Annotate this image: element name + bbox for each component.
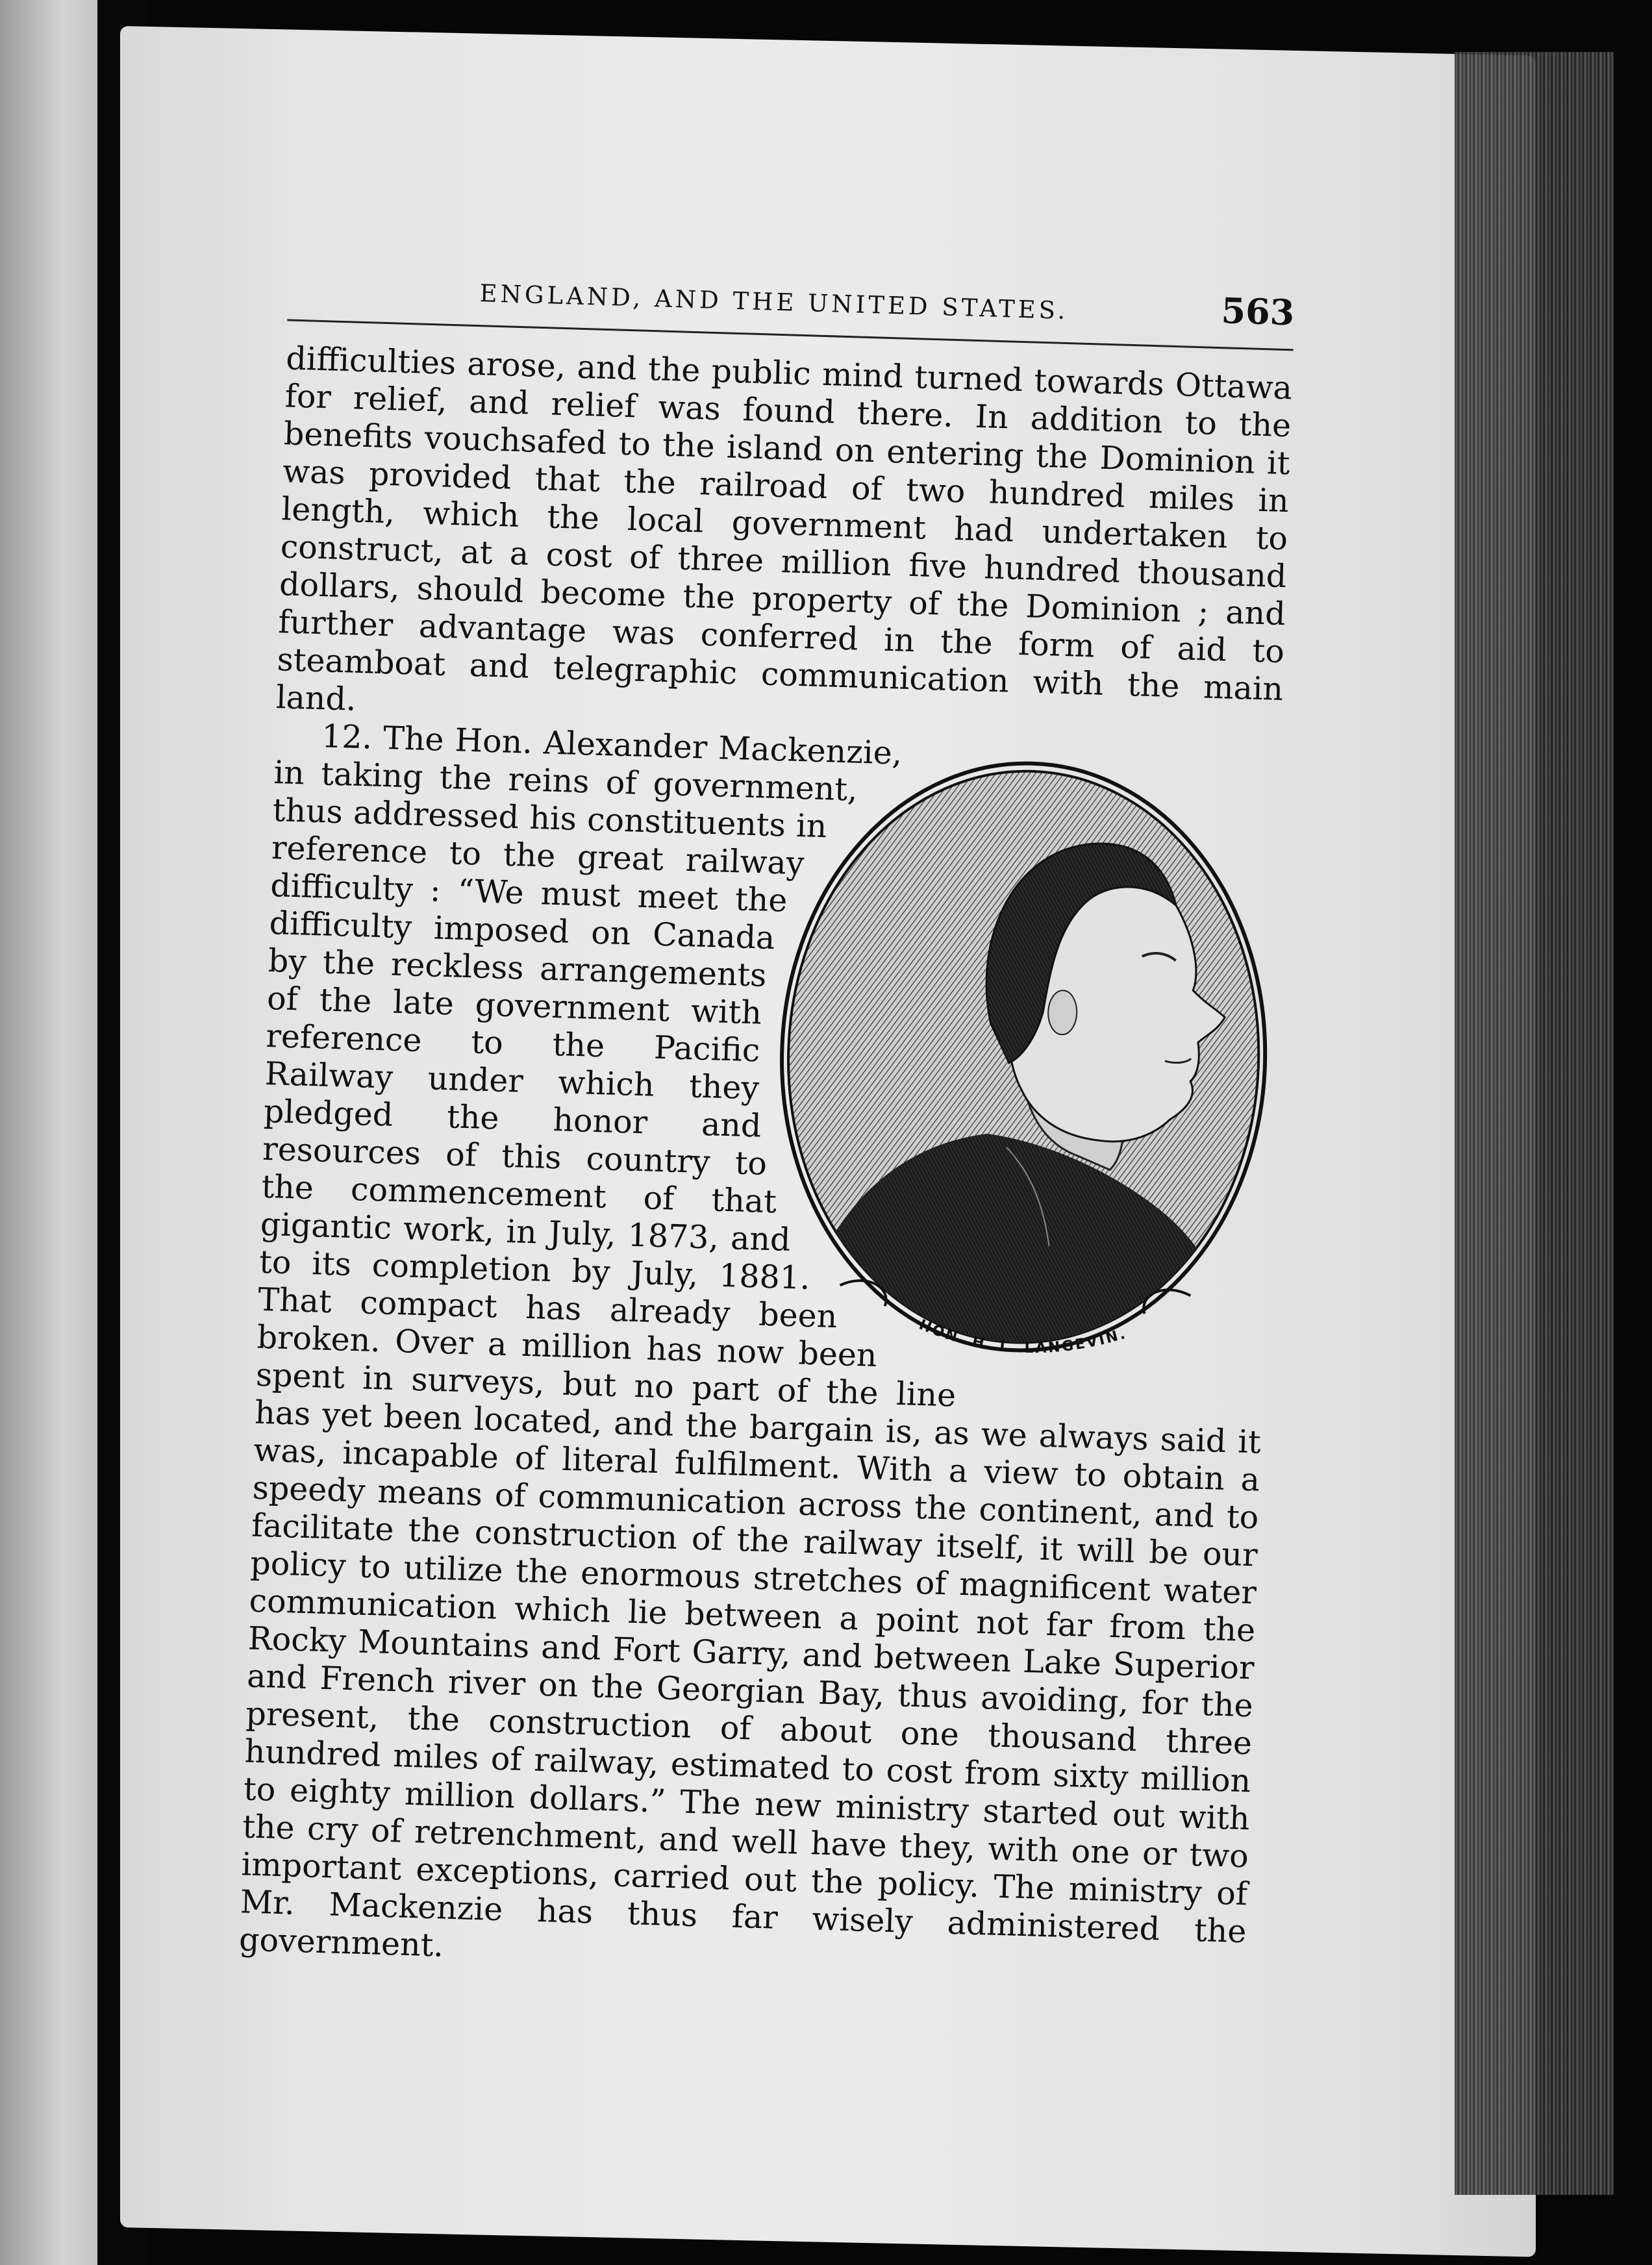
- facing-page-edge: [0, 0, 114, 2265]
- paragraph-12: 12. The Hon. Alexander Mackenzie, in taking the reins of government, thus addressed his constituents in reference to the great railway difficulty : “We must meet the difficulty imposed on Canada by the reckless arrangements of the late government with reference to the Pacific Railway under which they pledged the honor and resources of this country to the commencement of that gigantic work, in July, 1873, and to its completion by July, 1881. That compact has already been broken. Over a million has now been spent in surveys, but no part of the line has yet been located, and the bargain is, as we always said it was, incapable of literal fulfilment. With a view to obtain a speedy means of communication across the continent, and to facilitate the construction of the railway itself, it will be our policy to utilize the enormous stretches of magnificent water communication which lie between a point not far from the Rocky Mountains and Fort Garry, and between Lake Superior and French river on the Georgian Bay, thus avoiding, for the present, the construction of about one thousand three hundred miles of railway, estimated to cost from sixty million to eighty million dollars.” The new ministry started out with the cry of retrenchment, and well have they, with one or two important exceptions, carried out the policy. The ministry of Mr. Mackenzie has thus far wisely administered the government.: [238, 718, 1262, 1964]
- page-edges: [1455, 52, 1614, 2195]
- body-text: [238, 340, 1292, 1988]
- page-number: 563: [1220, 290, 1295, 334]
- portrait-caption: HON. H. L. LANGEVIN.: [916, 1316, 1129, 1357]
- portrait-illustration: [766, 744, 1281, 1382]
- portrait-engraving: [766, 744, 1281, 1382]
- paragraph-continued: difficulties arose, and the public mind turned towards Ottawa for relief, and relief was found there. In addition to the benefits vouchsafed to the island on entering the Dominion it was provided that the railroad of two hundred miles in length, which the local government had undertaken to construct, at a cost of three million five hundred thousand dollars, should become the property of the Dominion ; and further advantage was conferred in the form of aid to steamboat and telegraphic communication with the main land.: [275, 340, 1293, 718]
- running-head-title: ENGLAND, AND THE UNITED STATES.: [479, 279, 1070, 325]
- page-content: [164, 260, 1305, 1967]
